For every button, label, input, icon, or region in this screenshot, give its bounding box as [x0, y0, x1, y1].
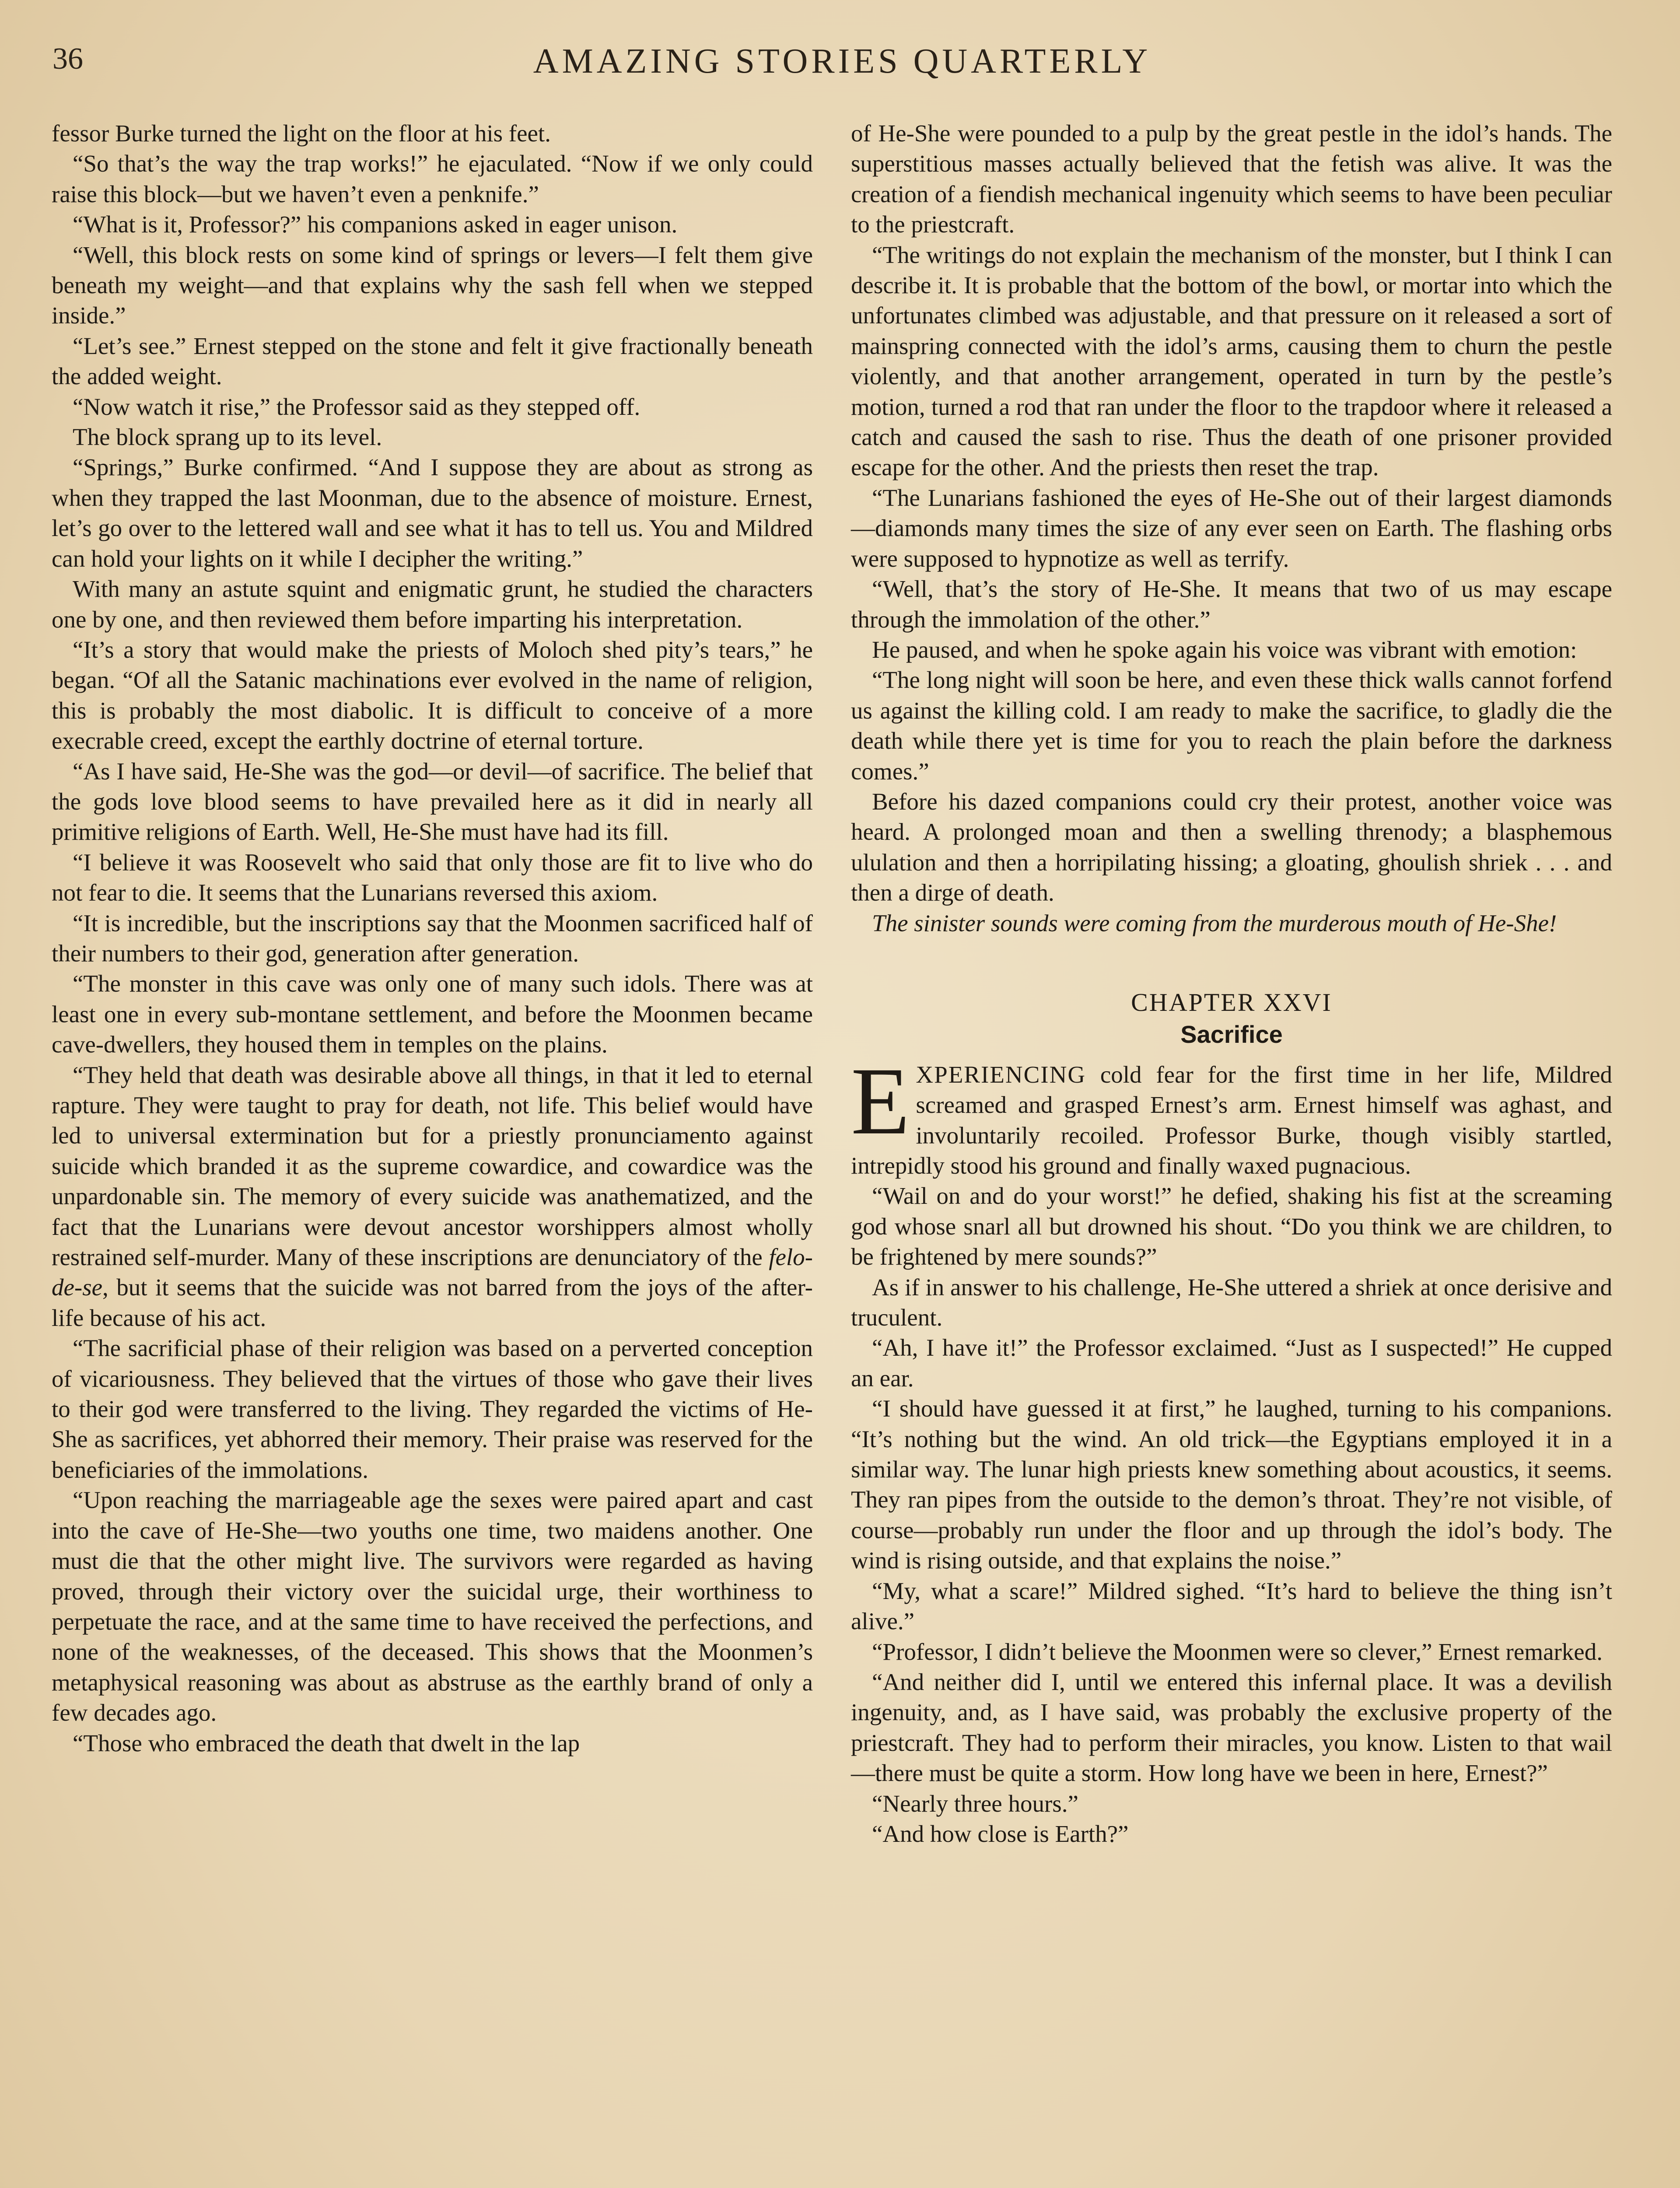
paragraph: fessor Burke turned the light on the floor at his feet. — [52, 120, 551, 147]
paragraph: “Nearly three hours.” — [872, 1790, 1078, 1817]
chapter-title: Sacrifice — [1180, 1020, 1283, 1048]
paragraph: He paused, and when he spoke again his voice was vibrant with emotion: — [872, 636, 1577, 663]
paragraph: “I believe it was Roosevelt who said that only those are fit to live who do not fear to die. It seems that the Lunarians reversed this axiom. — [52, 849, 813, 906]
paragraph: “So that’s the way the trap works!” he ejaculated. “Now if we only could raise this block—but we haven’t even a penknife.” — [52, 150, 813, 207]
paragraph: As if in answer to his challenge, He-She uttered a shriek at once derisive and truculent. — [851, 1273, 1612, 1331]
paragraph: “Well, that’s the story of He-She. It means that two of us may escape through the immolation of the other.” — [851, 575, 1612, 633]
paragraph: “The writings do not explain the mechanism of the monster, but I think I can describe it. It is probable that the bottom of the bowl, or mortar into which the unfortunates climbed was adjustable, and that pressure on it released a sort of mainspring connected with the idol’s arms, causing them to churn the pestle violently, and that another arrangement, operated in turn by the pestle’s motion, turned a rod that ran under the floor to the trapdoor where it released a catch and caused the sash to rise. Thus the death of one prisoner provided escape for the other. And the priests then reset the trap. — [851, 241, 1612, 481]
paragraph: With many an astute squint and enigmatic grunt, he studied the characters one by one, and then reviewed them before imparting his interpretation. — [52, 575, 813, 633]
running-title: AMAZING STORIES QUARTERLY — [533, 42, 1152, 81]
drop-cap: E — [851, 1047, 910, 1154]
paragraph: “And neither did I, until we entered this infernal place. It was a devilish ingenuity, and, as I have said, was probably the exclusive property of the priestcraft. They had to perform their miracles, you know. Listen to that wail—there must be quite a storm. How long have we been in here, Ernest?” — [851, 1668, 1612, 1787]
opening-text: cold fear for the first time in her life, Mildred screamed and grasped Ernest’s arm. Ernest himself was aghast, and involuntarily recoiled. Professor Burke, though visibly startled, intrepidly stood his ground and finally waxed pugnacious. — [851, 1061, 1612, 1179]
paragraph: “Ah, I have it!” the Professor exclaimed. “Just as I suspected!” He cupped an ear. — [851, 1334, 1612, 1392]
paragraph: “My, what a scare!” Mildred sighed. “It’s hard to believe the thing isn’t alive.” — [851, 1577, 1612, 1635]
right-column — [851, 118, 1612, 1849]
paragraph: “Well, this block rests on some kind of springs or levers—I felt them give beneath my weight—and that explains why the sash fell when we stepped inside.” — [52, 241, 813, 329]
paragraph: “Springs,” Burke confirmed. “And I suppose they are about as strong as when they trapped the last Moonman, due to the absence of moisture. Ernest, let’s go over to the lettered wall and see what it has to tell us. You and Mildred can hold your lights on it while I decipher the writing.” — [52, 454, 813, 572]
paragraph: Before his dazed companions could cry their protest, another voice was heard. A prolonged moan and then a swelling threnody; a blasphemous ululation and then a horripilating hissing; a gloating, ghoulish shriek . . . and then a dirge of death. — [851, 788, 1612, 906]
paragraph: “The monster in this cave was only one of many such idols. There was at least one in every sub-montane settlement, and before the Moonmen became cave-dwellers, they housed them in temples on the plains. — [52, 970, 813, 1058]
left-column — [52, 118, 813, 1758]
paragraph: “Upon reaching the marriageable age the sexes were paired apart and cast into the cave of He-She—two youths one time, two maidens another. One must die that the other might live. The survivors were regarded as having proved, through their victory over the suicidal urge, their worthiness to perpetuate the race, and at the same time to have received the perfections, and none of the weaknesses, of the deceased. This shows that the Moonmen’s metaphysical reasoning was about as abstruse as the earthly brand of only a few decades ago. — [52, 1487, 813, 1726]
opening-small-caps: XPERIENCING — [916, 1061, 1086, 1088]
page-number: 36 — [52, 42, 83, 76]
paragraph: “As I have said, He-She was the god—or devil—of sacrifice. The belief that the gods love blood seems to have prevailed here as it did in nearly all primitive religions of Earth. Well, He-She must have had its fill. — [52, 757, 813, 845]
paragraph: “It is incredible, but the inscriptions say that the Moonmen sacrificed half of their numbers to their god, generation after generation. — [52, 909, 813, 967]
chapter-label: CHAPTER XXVI — [1131, 988, 1332, 1017]
paragraph: “Let’s see.” Ernest stepped on the stone and felt it give fractionally beneath the added weight. — [52, 332, 813, 390]
paragraph: “What is it, Professor?” his companions asked in eager unison. — [73, 211, 678, 238]
paragraph: “It’s a story that would make the priests of Moloch shed pity’s tears,” he began. “Of all the Satanic machinations ever evolved in the name of religion, this is probably the most diabolic. It is difficult to conceive of a more execrable creed, except the earthly doctrine of eternal torture. — [52, 636, 813, 754]
paragraph: “Those who embraced the death that dwelt in the lap — [73, 1729, 580, 1757]
paragraph: “Wail on and do your worst!” he defied, shaking his fist at the screaming god whose snarl all but drowned his shout. “Do you think we are children, to be frightened by mere sounds?” — [851, 1182, 1612, 1270]
paragraph: “They held that death was desirable above all things, in that it led to eternal rapture. They were taught to pray for death, not life. This belief would have led to universal extermination but for a priestly pronunciamento against suicide which branded it as the supreme cowardice, and cowardice was the unpardonable sin. The memory of every suicide was anathematized, and the fact that the Lunarians were devout ancestor worshippers almost wholly restrained self-murder. Many of these inscriptions are denunciatory of the felo-de-se, but it seems that the suicide was not barred from the joys of the after-life because of his act. — [52, 1061, 813, 1331]
italic-closing-line: The sinister sounds were coming from the murderous mouth of He-She! — [872, 909, 1557, 936]
paragraph: “And how close is Earth?” — [872, 1820, 1129, 1847]
paragraph: The block sprang up to its level. — [73, 424, 382, 451]
page-header — [52, 42, 1632, 94]
paragraph: “The sacrificial phase of their religion was based on a perverted conception of vicariousness. They believed that the virtues of those who gave their lives to their god were transferred to the living. They regarded the victims of He-She as sacrifices, yet abhorred their memory. Their praise was reserved for the beneficiaries of the immolations. — [52, 1335, 813, 1483]
paragraph: “I should have guessed it at first,” he laughed, turning to his companions. “It’s nothing but the wind. An old trick—the Egyptians employed it in a similar way. The lunar high priests knew something about acoustics, it seems. They ran pipes from the outside to the demon’s throat. They’re not visible, of course—probably run under the floor and up through the idol’s body. The wind is rising outside, and that explains the noise.” — [851, 1395, 1612, 1574]
paragraph: of He-She were pounded to a pulp by the great pestle in the idol’s hands. The superstitious masses actually believed that the fetish was alive. It was the creation of a fiendish mechanical ingenuity which seems to have been peculiar to the priestcraft. — [851, 120, 1612, 238]
italic-term: felo-de-se — [52, 1244, 813, 1301]
paragraph: “Now watch it rise,” the Professor said as they stepped off. — [73, 393, 640, 420]
paragraph: “Professor, I didn’t believe the Moonmen were so clever,” Ernest remarked. — [872, 1638, 1603, 1665]
paragraph: “The Lunarians fashioned the eyes of He-She out of their largest diamonds—diamonds many times the size of any ever seen on Earth. The flashing orbs were supposed to hypnotize as well as terrify. — [851, 484, 1612, 572]
paragraph: “The long night will soon be here, and even these thick walls cannot forfend us against the killing cold. I am ready to make the sacrifice, to gladly die the death while there yet is time for you to reach the plain before the darkness comes.” — [851, 666, 1612, 785]
chapter-opening-paragraph — [851, 1047, 1612, 1181]
